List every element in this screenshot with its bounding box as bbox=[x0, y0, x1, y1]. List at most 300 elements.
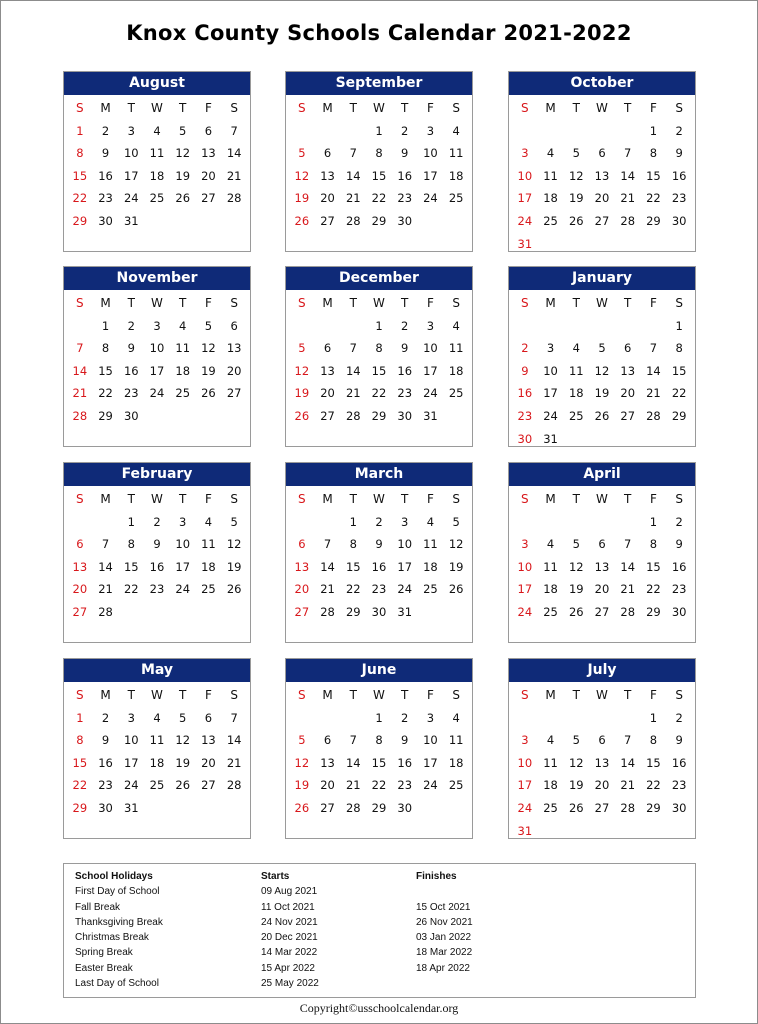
month-name: February bbox=[64, 463, 250, 486]
day-cell: 10 bbox=[175, 537, 191, 552]
empty-day bbox=[615, 707, 641, 730]
holiday-start: 25 May 2022 bbox=[261, 978, 319, 989]
day-cell: 19 bbox=[568, 191, 584, 206]
month-grid bbox=[286, 486, 472, 624]
day-cell: 2 bbox=[675, 710, 683, 725]
weekday-label: S bbox=[76, 101, 84, 115]
day-cell: 23 bbox=[397, 386, 413, 401]
day-cell: 14 bbox=[226, 146, 242, 161]
empty-day bbox=[563, 120, 589, 143]
day-cell: 12 bbox=[201, 341, 216, 356]
day-cell: 17 bbox=[543, 386, 558, 401]
day-cell: 4 bbox=[179, 318, 187, 333]
day-cell: 6 bbox=[598, 537, 606, 552]
day-cell: 26 bbox=[594, 408, 610, 423]
day-cell: 13 bbox=[320, 168, 335, 183]
day-cell: 8 bbox=[649, 733, 658, 748]
day-cell: 14 bbox=[345, 363, 361, 378]
weekday-label: S bbox=[298, 101, 306, 115]
day-cell: 1 bbox=[127, 514, 135, 529]
weekday-label: T bbox=[401, 492, 409, 506]
day-cell: 11 bbox=[149, 146, 165, 161]
weekday-label: T bbox=[349, 688, 357, 702]
holiday-name: Last Day of School bbox=[75, 978, 159, 989]
day-cell: 23 bbox=[123, 386, 139, 401]
month-november bbox=[63, 266, 251, 447]
weekday-label: M bbox=[100, 688, 111, 702]
month-name: June bbox=[286, 659, 472, 682]
weekday-label: S bbox=[298, 492, 306, 506]
day-cell: 2 bbox=[401, 318, 409, 333]
month-may bbox=[63, 658, 251, 839]
day-cell: 13 bbox=[320, 363, 335, 378]
day-cell: 23 bbox=[371, 582, 387, 597]
day-cell: 12 bbox=[175, 733, 191, 748]
day-cell: 2 bbox=[101, 123, 110, 138]
day-cell: 10 bbox=[397, 537, 413, 552]
day-cell: 30 bbox=[671, 800, 687, 815]
weekday-label: S bbox=[675, 492, 683, 506]
day-cell: 15 bbox=[345, 559, 361, 574]
day-cell: 13 bbox=[226, 341, 242, 356]
day-cell: 18 bbox=[149, 168, 165, 183]
weekday-label: M bbox=[322, 492, 333, 506]
day-cell: 29 bbox=[98, 408, 113, 423]
day-cell: 2 bbox=[675, 123, 683, 138]
day-cell: 3 bbox=[521, 537, 529, 552]
day-cell: 28 bbox=[98, 604, 113, 619]
day-cell: 21 bbox=[226, 168, 242, 183]
day-cell: 6 bbox=[323, 341, 332, 356]
day-cell: 22 bbox=[671, 386, 687, 401]
day-cell: 11 bbox=[175, 341, 191, 356]
day-cell: 10 bbox=[149, 341, 165, 356]
month-december bbox=[285, 266, 473, 447]
day-cell: 21 bbox=[345, 778, 361, 793]
day-cell: 8 bbox=[649, 537, 658, 552]
empty-day bbox=[589, 707, 615, 730]
day-cell: 11 bbox=[543, 559, 558, 574]
weekday-label: F bbox=[426, 688, 434, 702]
holiday-row bbox=[64, 930, 695, 945]
weekday-label: S bbox=[298, 688, 306, 702]
month-name: May bbox=[64, 659, 250, 682]
day-cell: 16 bbox=[517, 386, 533, 401]
weekday-label: T bbox=[401, 101, 409, 115]
holiday-name: Christmas Break bbox=[75, 932, 149, 943]
day-cell: 1 bbox=[649, 514, 658, 529]
empty-day bbox=[538, 120, 564, 143]
day-cell: 12 bbox=[294, 755, 310, 770]
empty-day bbox=[589, 120, 615, 143]
month-grid bbox=[64, 95, 250, 233]
weekday-label: S bbox=[452, 296, 460, 310]
day-cell: 11 bbox=[448, 146, 464, 161]
day-cell: 9 bbox=[153, 537, 161, 552]
day-cell: 27 bbox=[320, 800, 335, 815]
day-cell: 17 bbox=[123, 755, 139, 770]
day-cell: 23 bbox=[671, 778, 687, 793]
day-cell: 4 bbox=[546, 146, 555, 161]
day-cell: 26 bbox=[568, 604, 584, 619]
day-cell: 24 bbox=[175, 582, 191, 597]
day-cell: 24 bbox=[423, 778, 438, 793]
empty-day bbox=[289, 511, 315, 534]
day-cell: 28 bbox=[345, 408, 361, 423]
day-cell: 27 bbox=[226, 386, 242, 401]
day-cell: 13 bbox=[72, 559, 88, 574]
day-cell: 16 bbox=[397, 168, 413, 183]
month-grid bbox=[286, 682, 472, 820]
day-cell: 18 bbox=[149, 755, 165, 770]
month-october bbox=[508, 71, 696, 252]
day-cell: 11 bbox=[201, 537, 216, 552]
day-cell: 27 bbox=[320, 408, 335, 423]
day-cell: 11 bbox=[149, 733, 165, 748]
day-cell: 28 bbox=[646, 408, 661, 423]
empty-day bbox=[315, 120, 341, 143]
day-cell: 20 bbox=[320, 778, 335, 793]
day-cell: 27 bbox=[594, 604, 610, 619]
holiday-end: 03 Jan 2022 bbox=[416, 932, 472, 943]
day-cell: 2 bbox=[521, 341, 529, 356]
holiday-name: Fall Break bbox=[75, 902, 121, 913]
day-cell: 18 bbox=[543, 778, 558, 793]
day-cell: 15 bbox=[371, 168, 387, 183]
day-cell: 4 bbox=[153, 710, 161, 725]
day-cell: 19 bbox=[594, 386, 610, 401]
weekday-label: M bbox=[545, 101, 556, 115]
day-cell: 1 bbox=[375, 710, 383, 725]
day-cell: 3 bbox=[153, 318, 161, 333]
day-cell: 24 bbox=[397, 582, 413, 597]
weekday-label: S bbox=[675, 688, 683, 702]
day-cell: 23 bbox=[397, 191, 413, 206]
day-cell: 19 bbox=[175, 755, 191, 770]
weekday-label: S bbox=[298, 296, 306, 310]
day-cell: 2 bbox=[675, 514, 683, 529]
day-cell: 14 bbox=[620, 755, 636, 770]
day-cell: 6 bbox=[76, 537, 84, 552]
day-cell: 17 bbox=[517, 778, 533, 793]
day-cell: 31 bbox=[123, 213, 139, 228]
day-cell: 12 bbox=[294, 363, 310, 378]
day-cell: 26 bbox=[175, 191, 191, 206]
day-cell: 16 bbox=[397, 755, 413, 770]
day-cell: 2 bbox=[401, 123, 409, 138]
day-cell: 8 bbox=[375, 341, 383, 356]
weekday-label: W bbox=[373, 688, 385, 702]
weekday-label: W bbox=[373, 101, 385, 115]
day-cell: 20 bbox=[201, 168, 216, 183]
day-cell: 14 bbox=[345, 755, 361, 770]
day-cell: 5 bbox=[572, 537, 580, 552]
month-grid bbox=[509, 486, 695, 624]
weekday-label: T bbox=[349, 296, 357, 310]
day-cell: 15 bbox=[72, 755, 88, 770]
day-cell: 1 bbox=[675, 318, 683, 333]
day-cell: 18 bbox=[568, 386, 584, 401]
month-april bbox=[508, 462, 696, 643]
day-cell: 22 bbox=[72, 778, 88, 793]
day-cell: 5 bbox=[204, 318, 213, 333]
day-cell: 10 bbox=[423, 733, 438, 748]
holidays-header-start: Starts bbox=[261, 871, 290, 882]
day-cell: 29 bbox=[371, 213, 387, 228]
day-cell: 12 bbox=[568, 559, 584, 574]
day-cell: 4 bbox=[452, 123, 460, 138]
day-cell: 21 bbox=[345, 386, 361, 401]
empty-day bbox=[512, 707, 538, 730]
day-cell: 8 bbox=[375, 733, 383, 748]
weekday-label: M bbox=[100, 101, 111, 115]
day-cell: 11 bbox=[448, 341, 464, 356]
day-cell: 18 bbox=[448, 168, 464, 183]
day-cell: 15 bbox=[671, 363, 687, 378]
weekday-label: S bbox=[230, 296, 238, 310]
day-cell: 29 bbox=[646, 213, 661, 228]
day-cell: 8 bbox=[349, 537, 357, 552]
day-cell: 15 bbox=[72, 168, 88, 183]
day-cell: 20 bbox=[620, 386, 636, 401]
weekday-label: W bbox=[596, 492, 608, 506]
weekday-label: W bbox=[151, 688, 163, 702]
day-cell: 27 bbox=[201, 191, 216, 206]
day-cell: 17 bbox=[175, 559, 191, 574]
empty-day bbox=[67, 511, 93, 534]
day-cell: 28 bbox=[320, 604, 335, 619]
day-cell: 3 bbox=[521, 733, 529, 748]
weekday-label: T bbox=[401, 296, 409, 310]
day-cell: 30 bbox=[397, 408, 413, 423]
day-cell: 30 bbox=[671, 604, 687, 619]
month-grid bbox=[286, 290, 472, 428]
day-cell: 4 bbox=[546, 537, 555, 552]
day-cell: 15 bbox=[371, 363, 387, 378]
month-name: March bbox=[286, 463, 472, 486]
day-cell: 12 bbox=[568, 168, 584, 183]
day-cell: 26 bbox=[294, 213, 310, 228]
day-cell: 24 bbox=[123, 778, 139, 793]
month-grid bbox=[286, 95, 472, 233]
day-cell: 22 bbox=[345, 582, 361, 597]
month-february bbox=[63, 462, 251, 643]
weekday-label: F bbox=[204, 492, 212, 506]
day-cell: 1 bbox=[101, 318, 110, 333]
day-cell: 11 bbox=[543, 755, 558, 770]
day-cell: 26 bbox=[568, 213, 584, 228]
weekday-label: W bbox=[373, 296, 385, 310]
day-cell: 25 bbox=[423, 582, 438, 597]
weekday-label: T bbox=[624, 492, 632, 506]
day-cell: 12 bbox=[594, 363, 610, 378]
empty-day bbox=[538, 511, 564, 534]
weekday-label: M bbox=[322, 688, 333, 702]
month-june bbox=[285, 658, 473, 839]
empty-day bbox=[615, 120, 641, 143]
day-cell: 11 bbox=[423, 537, 438, 552]
day-cell: 10 bbox=[517, 559, 533, 574]
day-cell: 7 bbox=[349, 146, 357, 161]
weekday-label: T bbox=[401, 688, 409, 702]
day-cell: 1 bbox=[349, 514, 357, 529]
holiday-name: First Day of School bbox=[75, 886, 160, 897]
day-cell: 4 bbox=[153, 123, 161, 138]
day-cell: 3 bbox=[179, 514, 187, 529]
day-cell: 25 bbox=[543, 213, 558, 228]
day-cell: 29 bbox=[72, 800, 88, 815]
day-cell: 20 bbox=[594, 582, 610, 597]
empty-day bbox=[340, 120, 366, 143]
holiday-row bbox=[64, 884, 695, 899]
day-cell: 26 bbox=[175, 778, 191, 793]
empty-day bbox=[67, 315, 93, 338]
holidays-table bbox=[63, 863, 696, 998]
day-cell: 9 bbox=[675, 537, 683, 552]
weekday-label: S bbox=[521, 296, 529, 310]
weekday-label: F bbox=[649, 688, 657, 702]
weekday-label: F bbox=[649, 101, 657, 115]
day-cell: 15 bbox=[98, 363, 113, 378]
weekday-label: F bbox=[204, 101, 212, 115]
day-cell: 23 bbox=[397, 778, 413, 793]
day-cell: 31 bbox=[517, 823, 533, 838]
day-cell: 13 bbox=[201, 146, 216, 161]
weekday-label: F bbox=[204, 688, 212, 702]
day-cell: 17 bbox=[423, 363, 438, 378]
day-cell: 21 bbox=[320, 582, 335, 597]
weekday-label: T bbox=[572, 688, 580, 702]
day-cell: 27 bbox=[594, 213, 610, 228]
weekday-label: M bbox=[545, 296, 556, 310]
day-cell: 29 bbox=[671, 408, 687, 423]
day-cell: 8 bbox=[76, 146, 84, 161]
day-cell: 14 bbox=[646, 363, 661, 378]
day-cell: 16 bbox=[671, 755, 687, 770]
day-cell: 6 bbox=[624, 341, 632, 356]
day-cell: 21 bbox=[345, 191, 361, 206]
day-cell: 16 bbox=[671, 559, 687, 574]
day-cell: 23 bbox=[98, 778, 113, 793]
weekday-label: T bbox=[127, 492, 135, 506]
holiday-row bbox=[64, 900, 695, 915]
day-cell: 24 bbox=[517, 213, 533, 228]
weekday-label: S bbox=[76, 688, 84, 702]
holiday-end: 15 Oct 2021 bbox=[416, 902, 471, 913]
day-cell: 8 bbox=[127, 537, 135, 552]
holiday-row bbox=[64, 915, 695, 930]
day-cell: 17 bbox=[423, 755, 438, 770]
day-cell: 25 bbox=[568, 408, 584, 423]
empty-day bbox=[315, 707, 341, 730]
day-cell: 15 bbox=[646, 168, 661, 183]
day-cell: 5 bbox=[298, 146, 306, 161]
day-cell: 28 bbox=[345, 800, 361, 815]
weekday-label: F bbox=[426, 296, 434, 310]
page-title: Knox County Schools Calendar 2021-2022 bbox=[126, 21, 632, 45]
weekday-label: T bbox=[179, 492, 187, 506]
day-cell: 9 bbox=[401, 733, 409, 748]
day-cell: 7 bbox=[230, 710, 238, 725]
day-cell: 8 bbox=[101, 341, 110, 356]
weekday-label: W bbox=[373, 492, 385, 506]
weekday-label: T bbox=[179, 688, 187, 702]
empty-day bbox=[538, 707, 564, 730]
day-cell: 29 bbox=[371, 800, 387, 815]
holiday-end: 18 Mar 2022 bbox=[416, 947, 473, 958]
day-cell: 25 bbox=[149, 778, 165, 793]
month-grid bbox=[509, 290, 695, 450]
day-cell: 31 bbox=[397, 604, 413, 619]
day-cell: 30 bbox=[123, 408, 139, 423]
day-cell: 30 bbox=[397, 800, 413, 815]
day-cell: 2 bbox=[375, 514, 383, 529]
day-cell: 14 bbox=[345, 168, 361, 183]
weekday-label: S bbox=[76, 492, 84, 506]
day-cell: 21 bbox=[646, 386, 661, 401]
day-cell: 28 bbox=[72, 408, 88, 423]
day-cell: 25 bbox=[448, 778, 464, 793]
empty-day bbox=[615, 511, 641, 534]
day-cell: 31 bbox=[517, 236, 533, 251]
day-cell: 30 bbox=[98, 800, 113, 815]
weekday-label: S bbox=[675, 296, 683, 310]
day-cell: 24 bbox=[123, 191, 139, 206]
weekday-label: S bbox=[521, 101, 529, 115]
holiday-start: 09 Aug 2021 bbox=[261, 886, 318, 897]
day-cell: 18 bbox=[423, 559, 438, 574]
day-cell: 21 bbox=[226, 755, 242, 770]
day-cell: 24 bbox=[517, 604, 533, 619]
weekday-label: T bbox=[127, 296, 135, 310]
day-cell: 28 bbox=[620, 800, 636, 815]
day-cell: 14 bbox=[320, 559, 335, 574]
day-cell: 22 bbox=[646, 191, 661, 206]
day-cell: 2 bbox=[127, 318, 135, 333]
weekday-label: M bbox=[322, 101, 333, 115]
day-cell: 7 bbox=[230, 123, 238, 138]
day-cell: 19 bbox=[175, 168, 191, 183]
weekday-label: S bbox=[230, 688, 238, 702]
day-cell: 20 bbox=[594, 778, 610, 793]
day-cell: 14 bbox=[226, 733, 242, 748]
day-cell: 18 bbox=[448, 363, 464, 378]
day-cell: 16 bbox=[149, 559, 165, 574]
day-cell: 24 bbox=[149, 386, 165, 401]
holiday-row bbox=[64, 976, 695, 991]
day-cell: 2 bbox=[101, 710, 110, 725]
day-cell: 19 bbox=[201, 363, 216, 378]
day-cell: 31 bbox=[123, 800, 139, 815]
month-grid bbox=[64, 682, 250, 820]
month-july bbox=[508, 658, 696, 839]
empty-day bbox=[641, 315, 667, 338]
day-cell: 3 bbox=[127, 710, 135, 725]
day-cell: 20 bbox=[320, 191, 335, 206]
day-cell: 9 bbox=[127, 341, 135, 356]
day-cell: 26 bbox=[568, 800, 584, 815]
weekday-label: T bbox=[179, 101, 187, 115]
weekday-label: M bbox=[100, 296, 111, 310]
day-cell: 3 bbox=[426, 123, 435, 138]
day-cell: 19 bbox=[294, 191, 310, 206]
day-cell: 1 bbox=[375, 123, 383, 138]
day-cell: 11 bbox=[448, 733, 464, 748]
day-cell: 17 bbox=[423, 168, 438, 183]
day-cell: 27 bbox=[72, 604, 88, 619]
day-cell: 3 bbox=[546, 341, 555, 356]
day-cell: 24 bbox=[517, 800, 533, 815]
